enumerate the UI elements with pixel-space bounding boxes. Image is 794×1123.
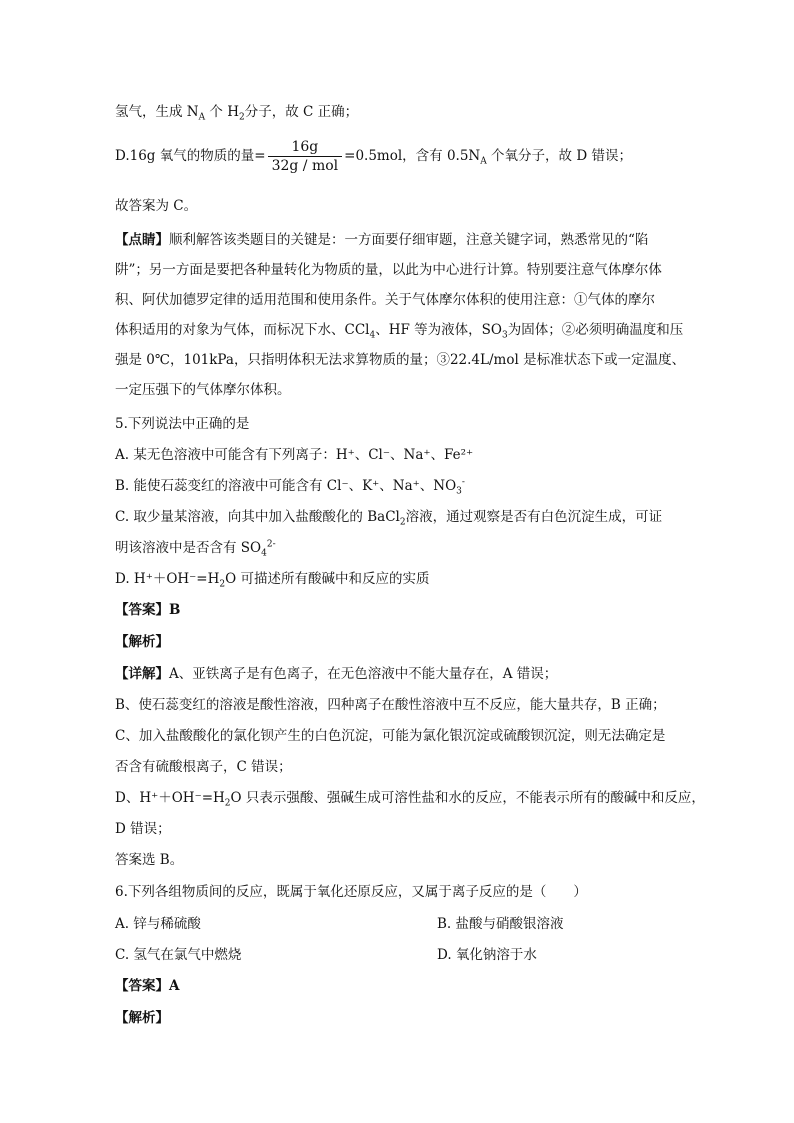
subscript: A <box>480 156 487 167</box>
text: D.16g 氧气的物质的量= <box>115 148 266 164</box>
question-5-stem: 5.下列说法中正确的是 <box>115 416 250 432</box>
subscript: 2 <box>224 798 231 809</box>
question-5-option-c-line-2 <box>115 538 685 558</box>
text: O 只表示强酸、强碱生成可溶性盐和水的反应，不能表示所有的酸碱中和反应， <box>230 790 705 806</box>
text: A、亚铁离子是有色离子，在无色溶液中不能大量存在，A 错误； <box>169 666 558 682</box>
subscript: 2 <box>399 517 406 528</box>
subscript: 3 <box>456 486 462 497</box>
question-5-option-a: A. 某无色溶液中可能含有下列离子：H⁺、Cl⁻、Na⁺、Fe²⁺ <box>115 447 474 463</box>
fraction-denominator: 32g / mol <box>271 158 339 174</box>
detail-line-c1: C、加入盐酸酸化的氯化钡产生的白色沉淀，可能为氯化银沉淀或硫酸钡沉淀，则无法确定是 <box>115 728 666 744</box>
detail-line-d1 <box>115 788 705 809</box>
text: 个 H <box>205 104 239 120</box>
text: O 可描述所有酸碱中和反应的实质 <box>225 571 430 587</box>
tip-line-3: 积、阿伏加德罗定律的适用范围和使用条件。关于气体摩尔体积的使用注意：①气体的摩尔 <box>115 292 655 308</box>
tip-line-6: 一定压强下的气体摩尔体积。 <box>115 382 291 398</box>
tip-line-1 <box>115 230 685 250</box>
detail-line-b: B、使石蕊变红的溶液是酸性溶液，四种离子在酸性溶液中互不反应，能大量共存，B 正确； <box>115 697 666 713</box>
question-6-option-c: C. 氢气在氯气中燃烧 <box>115 947 242 963</box>
text-line-h2 <box>115 102 685 122</box>
question-6-option-b: B. 盐酸与硝酸银溶液 <box>437 916 564 932</box>
subscript: 2 <box>238 112 245 123</box>
question-5-option-d <box>115 569 685 589</box>
question-6-stem: 6.下列各组物质间的反应，既属于氧化还原反应，又属于离子反应的是（ ） <box>115 884 587 900</box>
text: 分子，故 C 正确； <box>244 104 359 120</box>
subscript: A <box>198 112 206 123</box>
superscript: 2- <box>266 539 276 550</box>
text-line-d-oxygen <box>115 136 685 176</box>
text: D. H⁺＋OH⁻=H <box>115 571 220 587</box>
text: 明该溶液中是否含有 SO <box>115 540 262 556</box>
text: 顺利解答该类题目的关键是：一方面要仔细审题，注意关键字词，熟悉常见的“陷 <box>169 232 649 248</box>
detail-label: 【详解】 <box>115 666 169 682</box>
text: 氢气，生成 N <box>115 104 199 120</box>
subscript: 4 <box>369 330 376 341</box>
question-6-answer: 【答案】A <box>115 978 180 994</box>
text: =0.5mol，含有 0.5N <box>344 148 481 164</box>
subscript: 2 <box>219 579 226 590</box>
answer-line-c: 故答案为 C。 <box>115 198 198 214</box>
subscript: 3 <box>501 330 508 341</box>
text: B. 能使石蕊变红的溶液中可能含有 Cl⁻、K⁺、Na⁺、NO <box>115 478 457 494</box>
question-5-option-b <box>115 476 685 496</box>
text: 体积适用的对象为气体，而标况下水、CCl <box>115 322 370 338</box>
question-5-option-c-line-1 <box>115 507 685 527</box>
detail-line-a <box>115 664 685 684</box>
text: 个氧分子，故 D 错误； <box>486 148 632 164</box>
question-6-option-a: A. 锌与稀硫酸 <box>115 916 201 932</box>
fraction <box>268 138 343 175</box>
tip-line-2: 阱”；另一方面是要把各种量转化为物质的量，以此为中心进行计算。特别要注意气体摩尔体 <box>115 262 662 278</box>
subscript: 4 <box>261 548 267 559</box>
text: 为固体；②必须明确温度和压 <box>507 322 684 338</box>
question-6-analysis-label: 【解析】 <box>115 1010 169 1026</box>
question-5-final-answer: 答案选 B。 <box>115 852 184 868</box>
text: C. 取少量某溶液，向其中加入盐酸酸化的 BaCl <box>115 509 400 525</box>
tip-label: 【点睛】 <box>115 232 169 248</box>
detail-line-d2: D 错误； <box>115 821 171 837</box>
tip-line-4 <box>115 320 685 340</box>
fraction-numerator: 16g <box>268 138 343 157</box>
detail-line-c2: 否含有硫酸根离子，C 错误； <box>115 759 292 775</box>
text: 、HF 等为液体，SO <box>375 322 502 338</box>
question-5-analysis-label: 【解析】 <box>115 634 169 650</box>
text: D、H⁺＋OH⁻=H <box>115 790 225 806</box>
question-6-option-d: D. 氧化钠溶于水 <box>437 947 537 963</box>
tip-line-5: 强是 0℃，101kPa，只指明体积无法求算物质的量；③22.4L/mol 是标准状态下或一定温度、 <box>115 352 686 368</box>
superscript: - <box>461 477 465 488</box>
text: 溶液，通过观察是否有白色沉淀生成，可证 <box>405 509 663 525</box>
question-5-answer: 【答案】B <box>115 602 181 618</box>
